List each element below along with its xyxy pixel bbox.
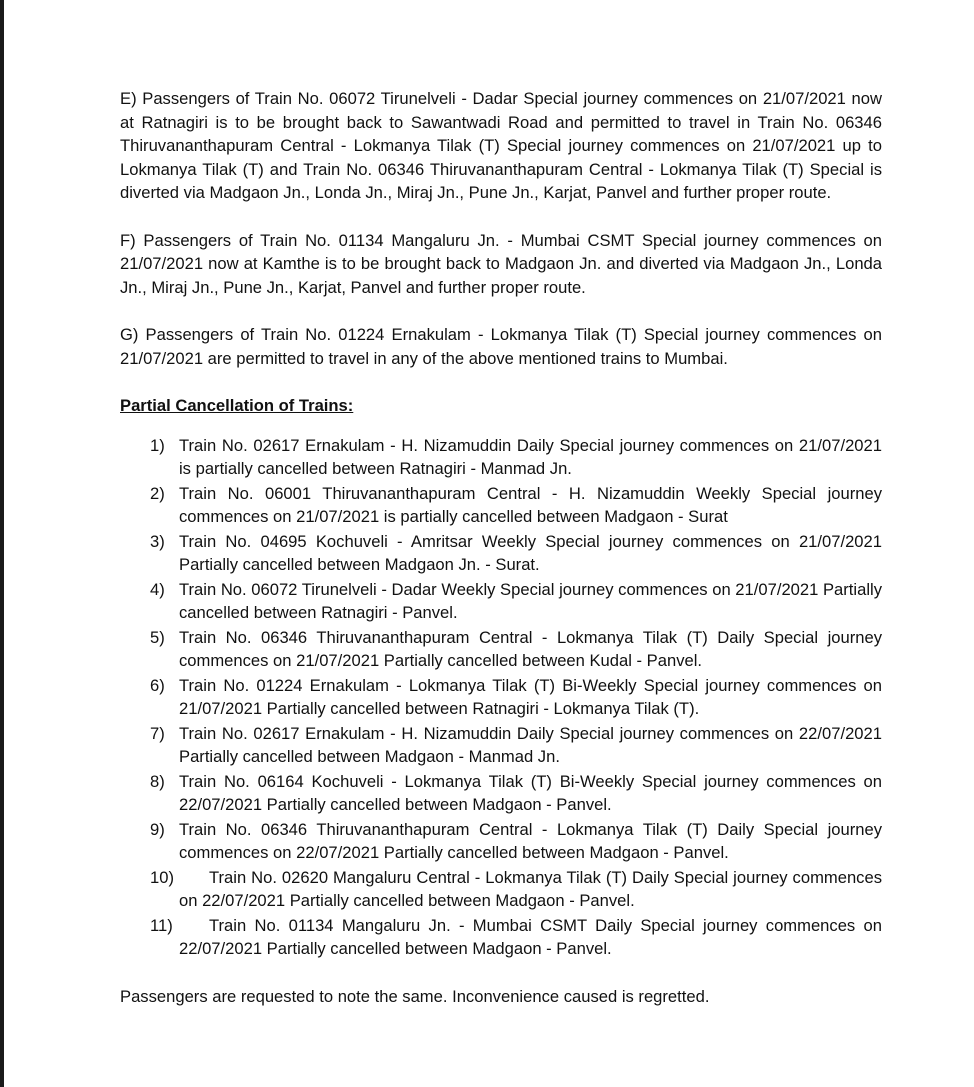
list-item-text: Train No. 06346 Thiruvananthapuram Central - Lokmanya Tilak (T) Daily Special journey commences on 22/07/2021 Partially cancelled between Madgaon - Panvel.	[179, 819, 882, 862]
list-item-number: 10)	[150, 867, 174, 887]
list-item-number: 7)	[150, 723, 165, 743]
list-item-text: Train No. 01134 Mangaluru Jn. - Mumbai CSMT Daily Special journey commences on 22/07/2021 Partially cancelled between Madgaon - Panvel.	[179, 915, 882, 958]
page-left-edge	[0, 0, 4, 1087]
list-item	[120, 626, 882, 673]
list-item	[120, 914, 882, 961]
list-item-number: 3)	[150, 531, 165, 551]
paragraph-g: G) Passengers of Train No. 01224 Ernakulam - Lokmanya Tilak (T) Special journey commences on 21/07/2021 are permitted to travel in any of the above mentioned trains to Mumbai.	[120, 325, 882, 368]
list-item-text: Train No. 06164 Kochuveli - Lokmanya Tilak (T) Bi-Weekly Special journey commences on 22/07/2021 Partially cancelled between Madgaon - Panvel.	[179, 771, 882, 814]
list-item-number: 9)	[150, 819, 165, 839]
list-item-number: 6)	[150, 675, 165, 695]
list-item	[120, 674, 882, 721]
list-item	[120, 434, 882, 481]
list-item	[120, 530, 882, 577]
list-item	[120, 770, 882, 817]
list-item-text: Train No. 06346 Thiruvananthapuram Central - Lokmanya Tilak (T) Daily Special journey commences on 21/07/2021 Partially cancelled between Kudal - Panvel.	[179, 627, 882, 670]
list-item	[120, 578, 882, 625]
list-item	[120, 818, 882, 865]
list-item-text: Train No. 06001 Thiruvananthapuram Central - H. Nizamuddin Weekly Special journey commences on 21/07/2021 is partially cancelled between Madgaon - Surat	[179, 483, 882, 526]
paragraph-e: E) Passengers of Train No. 06072 Tirunelveli - Dadar Special journey commences on 21/07/2021 now at Ratnagiri is to be brought back to Sawantwadi Road and permitted to travel in Train No. 06346 Thiruvananthapuram Central - Lokmanya Tilak (T) Special journey commences on 21/07/2021 up to Lokmanya Tilak (T) and Train No. 06346 Thiruvananthapuram Central - Lokmanya Tilak (T) Special is diverted via Madgaon Jn., Londa Jn., Miraj Jn., Pune Jn., Karjat, Panvel and further proper route.	[120, 89, 882, 202]
cancellation-list	[120, 434, 882, 961]
list-item-number: 5)	[150, 627, 165, 647]
list-item-number: 2)	[150, 483, 165, 503]
list-item-number: 8)	[150, 771, 165, 791]
list-item-number: 1)	[150, 435, 165, 455]
list-item-number: 11)	[150, 915, 173, 935]
list-item	[120, 722, 882, 769]
section-heading: Partial Cancellation of Trains:	[120, 396, 354, 415]
list-item-number: 4)	[150, 579, 165, 599]
list-item-text: Train No. 02617 Ernakulam - H. Nizamuddin Daily Special journey commences on 22/07/2021 Partially cancelled between Madgaon - Manmad Jn.	[179, 723, 882, 766]
list-item-text: Train No. 04695 Kochuveli - Amritsar Weekly Special journey commences on 21/07/2021 Partially cancelled between Madgaon Jn. - Surat.	[179, 531, 882, 574]
list-item	[120, 482, 882, 529]
list-item	[120, 866, 882, 913]
list-item-text: Train No. 06072 Tirunelveli - Dadar Weekly Special journey commences on 21/07/2021 Partially cancelled between Ratnagiri - Panvel.	[179, 579, 882, 622]
list-item-text: Train No. 02617 Ernakulam - H. Nizamuddin Daily Special journey commences on 21/07/2021 is partially cancelled between Ratnagiri - Manmad Jn.	[179, 435, 882, 478]
paragraph-f: F) Passengers of Train No. 01134 Mangaluru Jn. - Mumbai CSMT Special journey commences on 21/07/2021 now at Kamthe is to be brought back to Madgaon Jn. and diverted via Madgaon Jn., Londa Jn., Miraj Jn., Pune Jn., Karjat, Panvel and further proper route.	[120, 230, 882, 297]
closing-note: Passengers are requested to note the same. Inconvenience caused is regretted.	[120, 986, 710, 1006]
list-item-text: Train No. 01224 Ernakulam - Lokmanya Tilak (T) Bi-Weekly Special journey commences on 21/07/2021 Partially cancelled between Ratnagiri - Lokmanya Tilak (T).	[179, 675, 882, 718]
document-page	[120, 87, 882, 1008]
list-item-text: Train No. 02620 Mangaluru Central - Lokmanya Tilak (T) Daily Special journey commences on 22/07/2021 Partially cancelled between Madgaon - Panvel.	[179, 867, 882, 910]
